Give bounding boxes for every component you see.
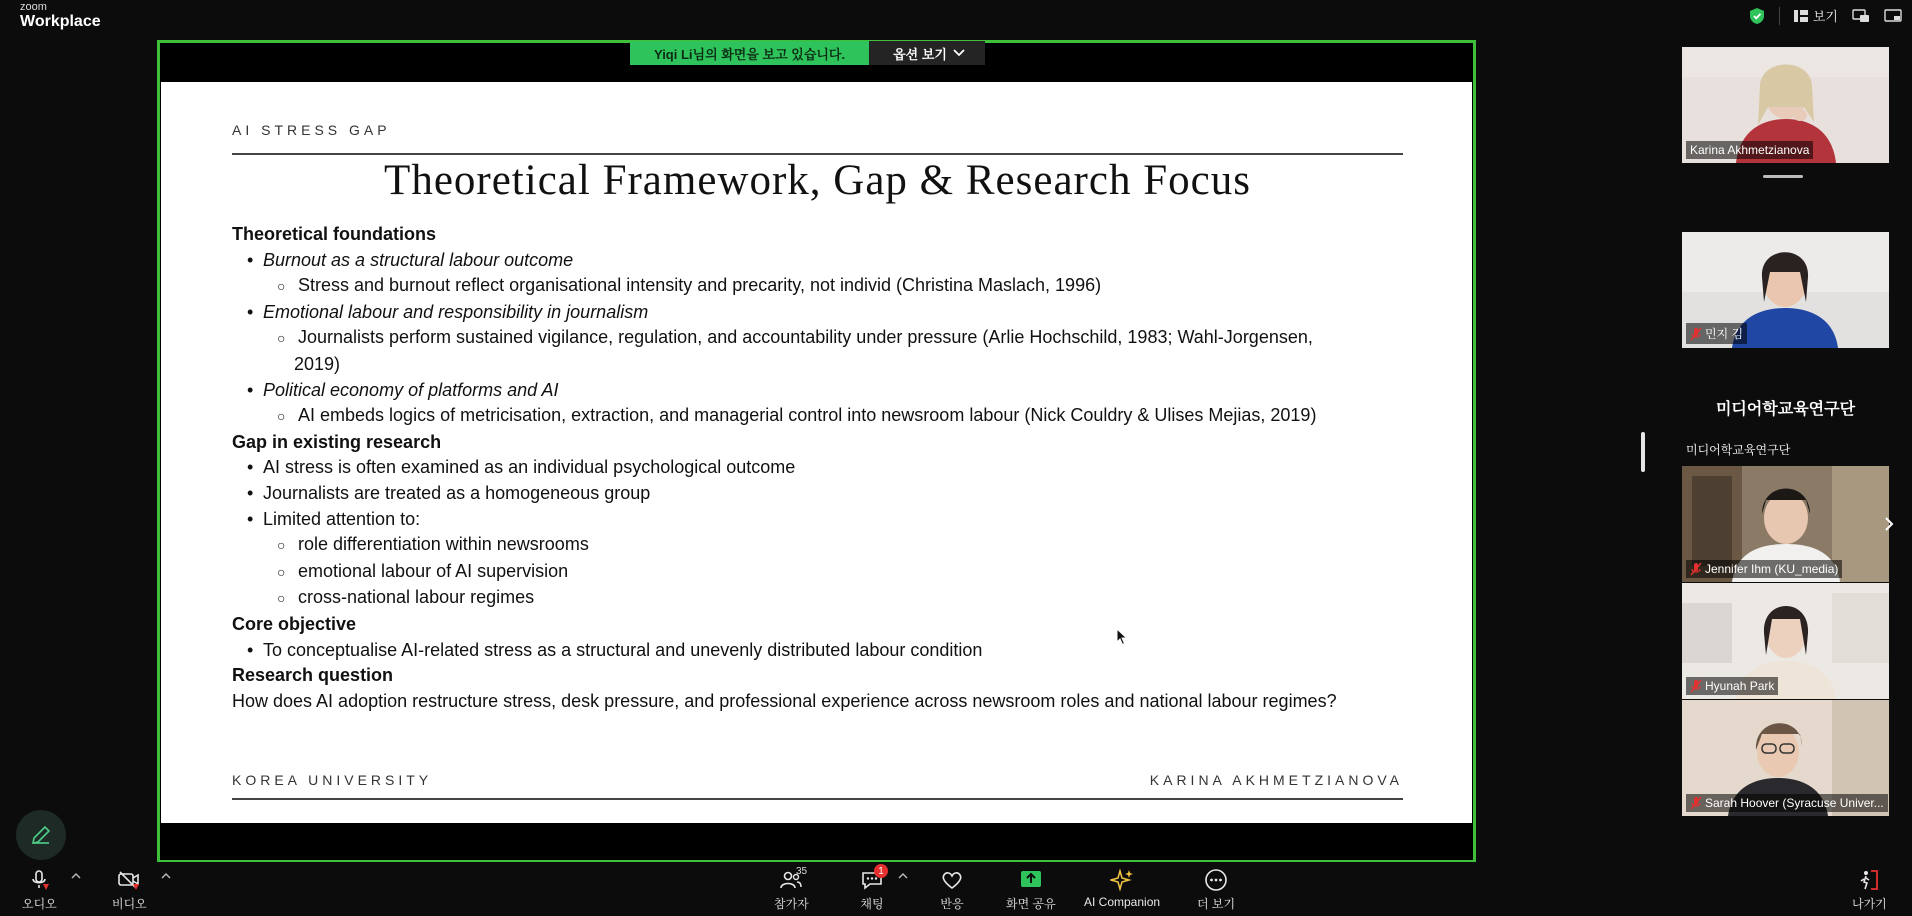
participant-name-tag: [1686, 323, 1747, 344]
participant-tile[interactable]: [1682, 583, 1889, 699]
leave-button[interactable]: [1852, 868, 1887, 912]
annotate-button[interactable]: [16, 810, 66, 860]
participants-button[interactable]: [774, 868, 809, 912]
sub-list-item-text: AI embeds logics of metricisation, extraction, and managerial control into newsroom labour (Nick Couldry & Ulises Mejias, 2019): [298, 405, 1317, 426]
list-item: • Limited attention to:: [247, 508, 421, 529]
meeting-toolbar: [0, 862, 1912, 916]
participants-label: 참가자: [774, 897, 809, 911]
zoom-workplace-logo: [20, 2, 101, 30]
share-screen-button[interactable]: [1006, 868, 1056, 912]
participant-name-tag: [1686, 560, 1842, 578]
video-camera-off-icon: [117, 868, 141, 892]
participant-name: Karina Akhmetzianova: [1690, 143, 1810, 157]
video-button[interactable]: [112, 868, 147, 912]
slide-top-rule: [232, 153, 1403, 155]
audio-options-caret-icon[interactable]: [71, 872, 81, 880]
share-banner: [630, 41, 985, 65]
list-item-text: Emotional labour and responsibility in journalism: [263, 301, 649, 322]
slide-footer-left: KOREA UNIVERSITY: [232, 772, 433, 788]
participant-tile[interactable]: [1682, 350, 1889, 464]
list-item: • Political economy of platforms and AI: [247, 379, 559, 400]
sub-list-item-continuation: 2019): [294, 353, 341, 374]
logo-zoom: zoom: [20, 1, 47, 13]
chat-button[interactable]: [860, 865, 884, 912]
audio-label: 오디오: [22, 897, 57, 911]
list-item-text: Limited attention to:: [263, 508, 421, 529]
slide-content: [232, 222, 1452, 714]
heart-icon: [940, 868, 964, 892]
list-item: • To conceptualise AI-related stress as a structural and unevenly distributed labour condition: [247, 639, 983, 660]
more-dots-icon: [1204, 868, 1228, 892]
participant-name-tag: [1686, 141, 1813, 159]
sub-list-item-text: role differentiation within newsrooms: [298, 534, 589, 555]
top-right-controls: [1749, 6, 1902, 25]
share-screen-label: 화면 공유: [1006, 897, 1056, 911]
separator: [1779, 7, 1780, 25]
sub-list-item: ○ AI embeds logics of metricisation, extraction, and managerial control into newsroom labour (Nick Couldry & Ulises Mejias, 2019): [277, 405, 1317, 426]
chevron-down-icon: [953, 48, 965, 58]
video-options-caret-icon[interactable]: [161, 872, 171, 880]
sub-list-item-text: cross-national labour regimes: [298, 587, 535, 608]
participant-name-tag: [1686, 794, 1888, 812]
leave-exit-icon: [1857, 868, 1881, 892]
participant-name: Sarah Hoover (Syracuse Univer...: [1705, 796, 1884, 810]
view-label: 보기: [1812, 9, 1838, 24]
list-item-text: AI stress is often examined as an individual psychological outcome: [263, 457, 796, 478]
section-heading: Research question: [232, 665, 394, 686]
sub-list-item: ○ Journalists perform sustained vigilance, regulation, and accountability under pressure (Arlie Hochschild, 1983; Wahl-Jorgensen,: [277, 327, 1313, 348]
presentation-slide: [161, 82, 1472, 823]
participant-name: Hyunah Park: [1705, 679, 1775, 693]
participants-count: 35: [796, 866, 808, 877]
more-button[interactable]: [1197, 868, 1235, 912]
participant-tile[interactable]: [1682, 466, 1889, 582]
share-screen-icon: [1019, 868, 1043, 892]
leave-label: 나가기: [1852, 897, 1887, 911]
ai-companion-button[interactable]: [1084, 868, 1160, 909]
muted-mic-icon: [1690, 327, 1702, 341]
section-heading: Gap in existing research: [232, 431, 442, 452]
participant-display-name: 미디어학교육연구단: [1715, 401, 1856, 418]
sub-list-item: ○ emotional labour of AI supervision: [277, 560, 569, 581]
video-label: 비디오: [112, 897, 147, 911]
reactions-button[interactable]: [940, 868, 964, 912]
slide-eyebrow: AI STRESS GAP: [232, 122, 391, 138]
list-item: • Journalists are treated as a homogeneous group: [247, 482, 651, 503]
list-item-text: Burnout as a structural labour outcome: [263, 249, 574, 270]
list-item: • AI stress is often examined as an individual psychological outcome: [247, 457, 796, 478]
list-item-text: To conceptualise AI-related stress as a structural and unevenly distributed labour condition: [263, 639, 983, 660]
mouse-cursor-icon: [1116, 628, 1128, 646]
view-button[interactable]: [1794, 6, 1838, 25]
sub-list-item: ○ Stress and burnout reflect organisational intensity and precarity, not individ (Christina Maslach, 1996): [277, 275, 1102, 296]
section-heading: Theoretical foundations: [232, 224, 437, 244]
sub-list-item: ○ role differentiation within newsrooms: [277, 534, 589, 555]
chat-label: 채팅: [860, 897, 884, 911]
list-item: • Burnout as a structural labour outcome: [247, 249, 574, 270]
participant-tile[interactable]: [1682, 700, 1889, 816]
section-heading: Core objective: [232, 613, 357, 634]
list-item: • Emotional labour and responsibility in journalism: [247, 301, 649, 322]
view-options-label: 옵션 보기: [893, 46, 947, 62]
gallery-scrollbar[interactable]: [1641, 432, 1645, 472]
encryption-shield-icon[interactable]: [1749, 7, 1765, 25]
slide-title: Theoretical Framework, Gap & Research Focus: [384, 157, 1251, 204]
muted-mic-icon: [1690, 796, 1702, 810]
more-label: 더 보기: [1197, 897, 1236, 911]
participant-name: 미디어학교육연구단: [1686, 443, 1791, 457]
participant-name-tag: [1686, 677, 1778, 695]
participant-tile[interactable]: [1682, 232, 1889, 348]
chat-options-caret-icon[interactable]: [898, 872, 908, 880]
sub-list-item-text: Journalists perform sustained vigilance, regulation, and accountability under pressure (Arlie Hochschild, 1983; Wahl-Jorgensen,: [298, 327, 1313, 348]
fullscreen-icon[interactable]: [1884, 9, 1902, 23]
participant-tile[interactable]: [1682, 47, 1889, 163]
audio-button[interactable]: [22, 868, 57, 912]
grid-view-icon: [1794, 10, 1808, 22]
chat-unread-badge: 1: [874, 864, 888, 878]
muted-mic-icon: [1690, 562, 1702, 576]
microphone-muted-icon: [27, 868, 51, 892]
slide-footer-right: KARINA AKHMETZIANOVA: [1149, 772, 1403, 788]
ai-companion-label: AI Companion: [1084, 895, 1161, 909]
gallery-drag-handle[interactable]: [1763, 175, 1803, 178]
pencil-icon: [29, 823, 53, 847]
pip-window-icon[interactable]: [1852, 9, 1870, 23]
sub-list-item-text: Stress and burnout reflect organisational intensity and precarity, not individ (Christina Maslach, 1996): [298, 275, 1102, 296]
top-bar: [0, 0, 1912, 40]
gallery-next-arrow-icon[interactable]: [1884, 516, 1894, 532]
sub-list-item: ○ cross-national labour regimes: [277, 587, 535, 608]
reactions-label: 반응: [940, 897, 964, 911]
participant-name: 민지 김: [1705, 327, 1744, 341]
participant-name: Jennifer Ihm (KU_media): [1705, 562, 1839, 576]
list-item-text: Political economy of platforms and AI: [263, 379, 559, 400]
list-item-text: Journalists are treated as a homogeneous group: [263, 482, 651, 503]
viewing-screen-label: Yiqi Li님의 화면을 보고 있습니다.: [630, 41, 869, 65]
sparkle-icon: [1110, 868, 1134, 892]
view-options-button[interactable]: [869, 41, 985, 65]
logo-workplace: Workplace: [20, 13, 101, 30]
muted-mic-icon: [1690, 679, 1702, 693]
research-question-text: How does AI adoption restructure stress, desk pressure, and professional experience across newsroom roles and national labour regimes?: [232, 690, 1337, 711]
sub-list-item-text: emotional labour of AI supervision: [298, 560, 569, 581]
slide-bottom-rule: [232, 798, 1403, 800]
